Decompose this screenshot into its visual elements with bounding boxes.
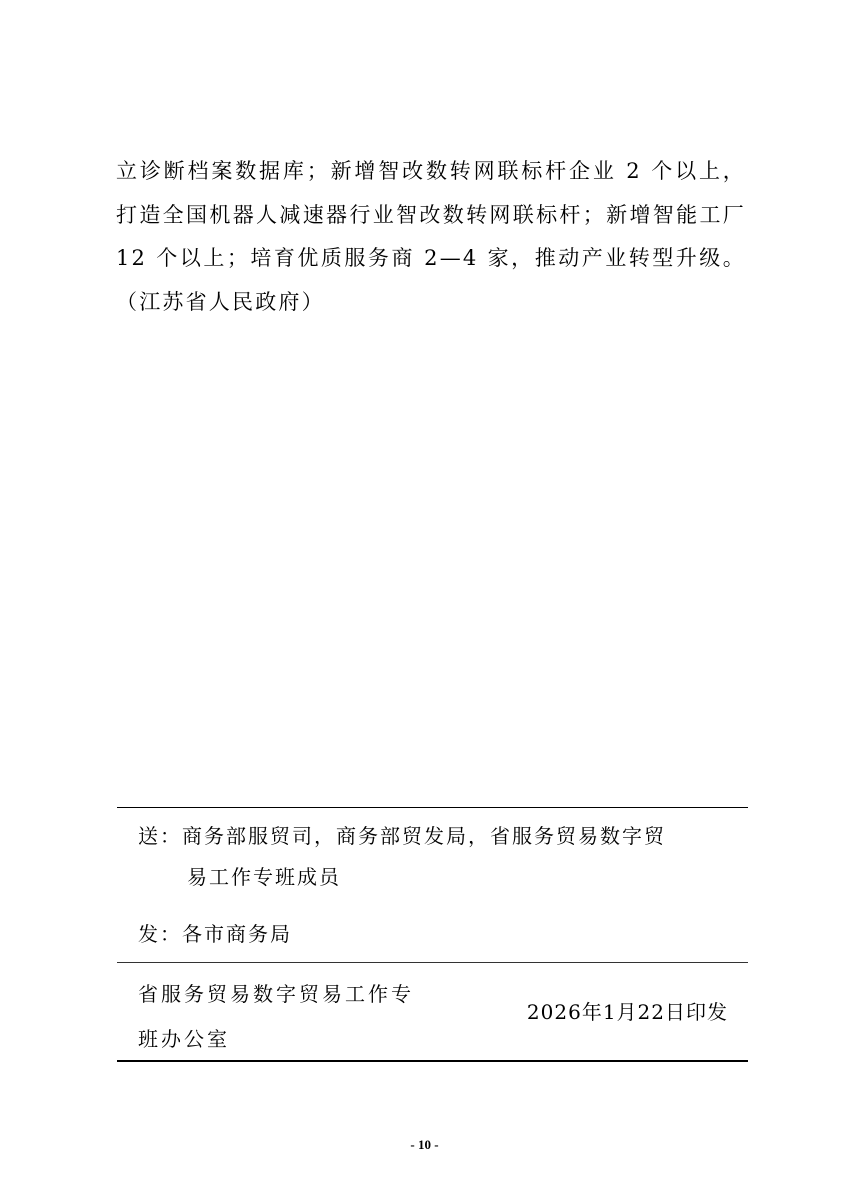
issue-label: 发： <box>138 922 182 946</box>
send-label: 送： <box>138 824 182 848</box>
issuing-office <box>138 972 448 1062</box>
distribution-top-rule <box>117 807 748 808</box>
issue-date: 2026年1月22日印发 <box>526 1000 728 1024</box>
issue-recipients: 各市商务局 <box>182 922 292 946</box>
send-recipients-line2: 易工作专班成员 <box>187 865 341 889</box>
issue-to-block <box>138 914 292 955</box>
send-recipients-line1: 商务部服贸司，商务部贸发局，省服务贸易数字贸 <box>182 824 666 848</box>
body-paragraph: 立诊断档案数据库；新增智改数转网联标杆企业 2 个以上，打造全国机器人减速器行业智改数转网联标杆；新增智能工厂 12 个以上；培育优质服务商 2—4 家，推动产业转型升级。（江苏省人民政府） <box>116 159 746 314</box>
distribution-middle-rule <box>117 962 748 963</box>
page-number: - 10 - <box>410 1137 439 1152</box>
distribution-bottom-rule <box>117 1060 748 1062</box>
issuer-line2: 班办公室 <box>138 1027 230 1051</box>
issuer-line1: 省服务贸易数字贸易工作专 <box>138 982 414 1006</box>
send-to-block <box>138 816 738 898</box>
